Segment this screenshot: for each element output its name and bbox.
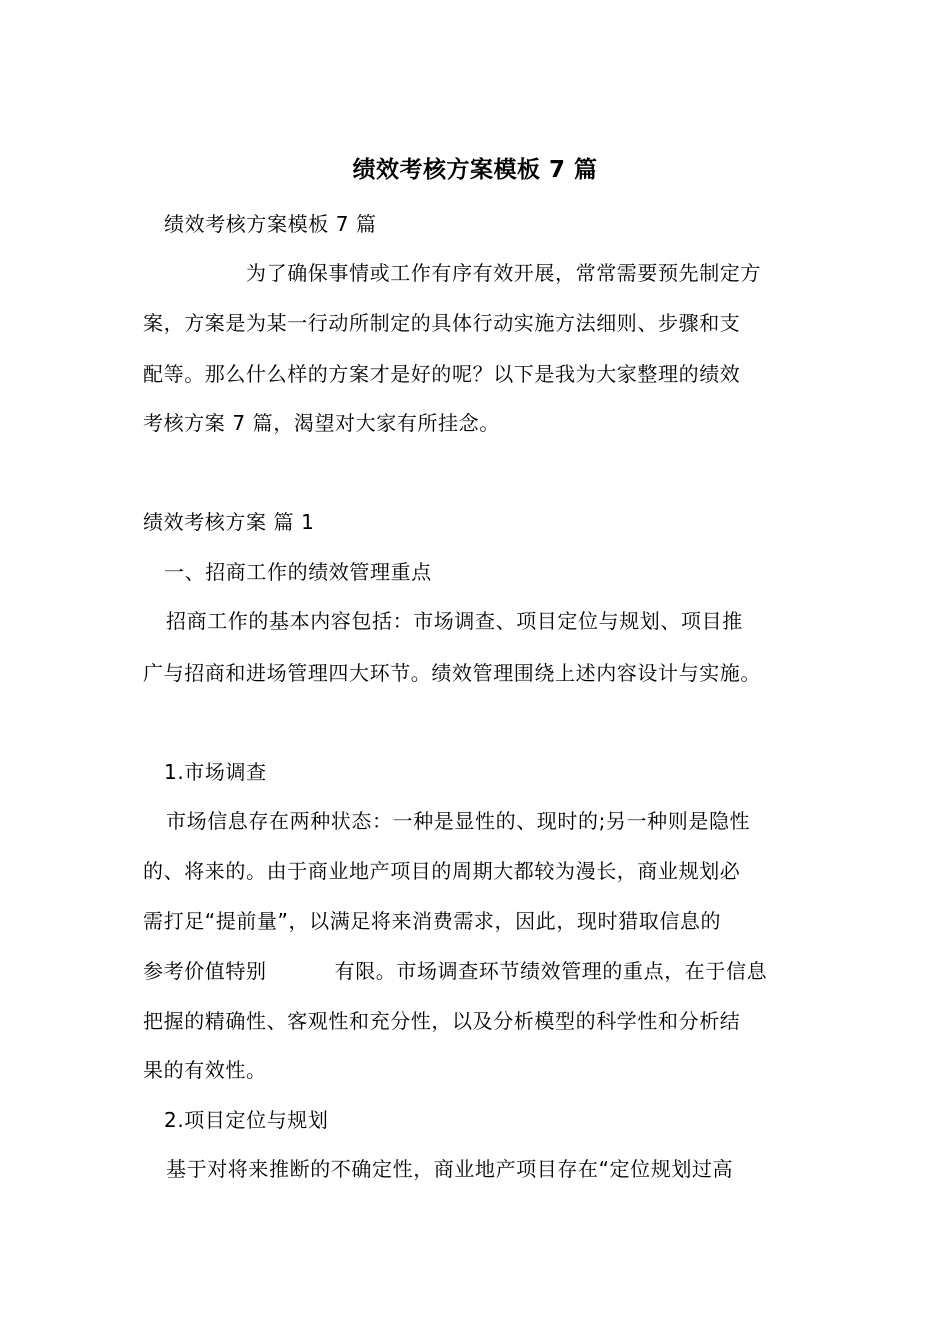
part-heading: 一、招商工作的绩效管理重点	[164, 560, 432, 584]
item1-body-line-6: 果的有效性。	[143, 1058, 267, 1082]
document-title: 绩效考核方案模板 7 篇	[352, 157, 598, 183]
item1-split-a: 参考价值特别	[143, 959, 267, 983]
intro-line-2: 案，方案是为某一行动所制定的具体行动实施方法细则、步骤和支	[143, 311, 741, 335]
intro-line-3: 配等。那么什么样的方案才是好的呢？以下是我为大家整理的绩效	[143, 362, 741, 386]
document-subtitle: 绩效考核方案模板 7 篇	[164, 212, 377, 236]
item2-body-line-1: 基于对将来推断的不确定性，商业地产项目存在“定位规划过高	[166, 1157, 734, 1181]
item1-body-line-5: 把握的精确性、客观性和充分性，以及分析模型的科学性和分析结	[143, 1009, 741, 1033]
item2-heading: 2.项目定位与规划	[164, 1108, 329, 1132]
item1-heading: 1.市场调查	[164, 760, 267, 784]
part-body-line-1: 招商工作的基本内容包括：市场调查、项目定位与规划、项目推	[166, 609, 743, 633]
part-body-line-2: 广与招商和进场管理四大环节。绩效管理围绕上述内容设计与实施。	[143, 661, 761, 685]
item1-body-line-3: 需打足“提前量”，以满足将来消费需求，因此，现时猎取信息的	[143, 909, 722, 933]
intro-line-4: 考核方案 7 篇，渴望对大家有所挂念。	[143, 411, 500, 435]
item1-body-line-4	[143, 957, 767, 985]
intro-line-1: 为了确保事情或工作有序有效开展，常常需要预先制定方	[246, 261, 761, 285]
item1-body-line-1: 市场信息存在两种状态：一种是显性的、现时的;另一种则是隐性	[166, 809, 751, 833]
item1-split-b: 有限。市场调查环节绩效管理的重点，在于信息	[334, 959, 768, 983]
item1-body-line-2: 的、将来的。由于商业地产项目的周期大都较为漫长，商业规划必	[143, 859, 741, 883]
section-heading: 绩效考核方案 篇 1	[143, 510, 315, 534]
